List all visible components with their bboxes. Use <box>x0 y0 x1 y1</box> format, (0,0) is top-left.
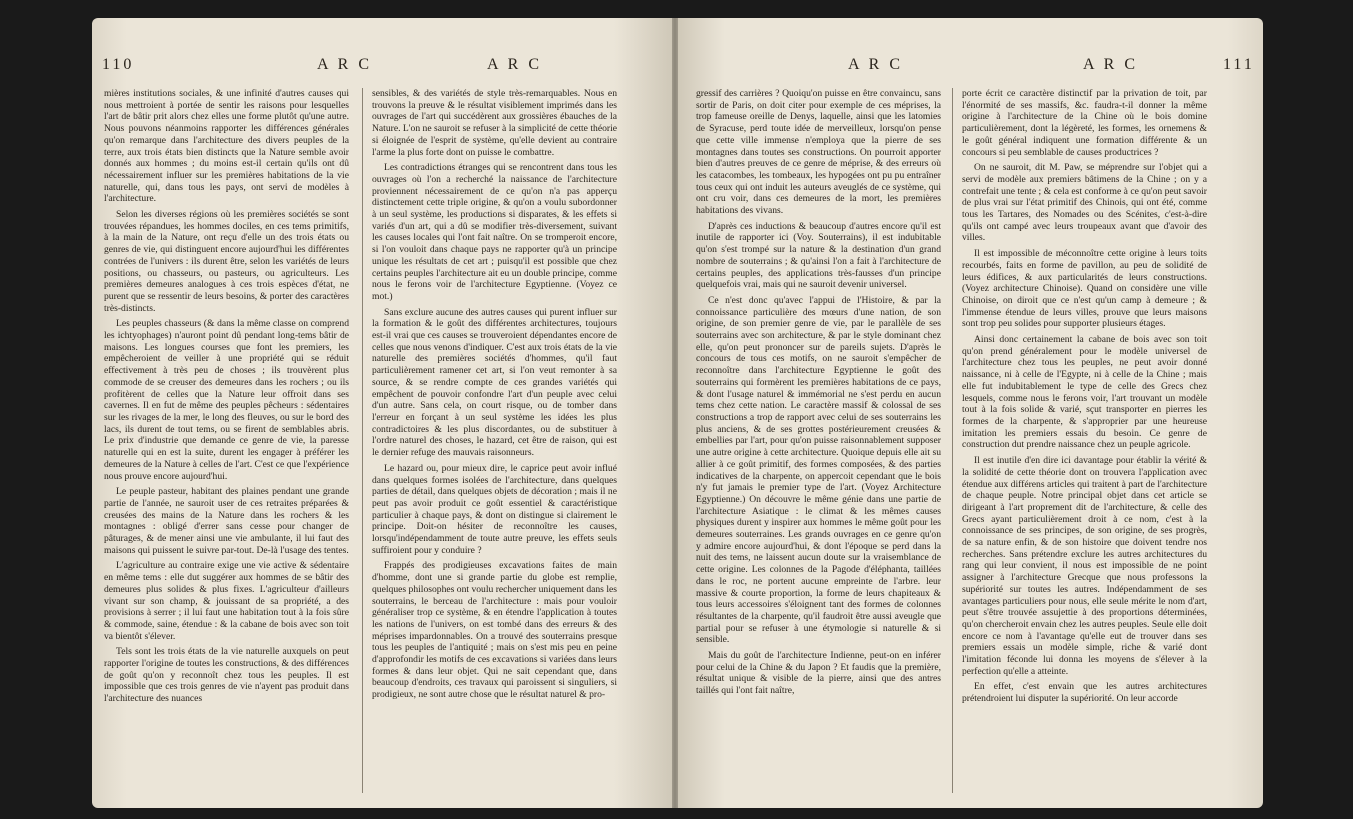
paragraph: Selon les diverses régions où les premières sociétés se sont trouvées répandues, les hommes dociles, en ces tems primitifs, à la main de la Nature, ont reçu d'elle un des trois états ou genres de vie, qui distinguent encore aujourd'hui les différentes contrées de l'univers : ils durent être, selon les variétés de leurs positions, ou chasseurs, ou pasteurs, ou agriculteurs. Les premières demeures analogues à ces trois espèces d'état, ne purent que se ressentir de leurs besoins, & porter des caractères très-distincts. <box>104 209 349 314</box>
paragraph: On ne sauroit, dit M. Paw, se méprendre sur l'objet qui a servi de modèle aux premiers bâtimens de la Chine ; on y a contrefait une tente ; & cela est conforme à ce qu'on peut savoir de plus vrai sur l'état primitif des Chinois, qui ont été, comme tous les Tartares, des Nomades ou des Scénites, c'est-à-dire qu'ils ont campé avec leurs troupeaux avant que d'avoir des villes. <box>962 162 1207 244</box>
paragraph: Mais du goût de l'architecture Indienne, peut-on en inférer pour celui de la Chine & du Japon ? Et faudis que la première, résultat unique & visible de la pierre, ainsi que des antres taillés qui l'ont fait naître, <box>696 650 941 697</box>
paragraph: Sans exclure aucune des autres causes qui purent influer sur la formation & le goût des différentes architectures, toujours est-il vrai que ces causes se trouveroient dépendantes encore de celles que nous venons d'indiquer. C'est aux trois états de la vie naturelle des premières sociétés d'hommes, qu'il faut particulièrement ramener cet art, si l'on veut remonter à sa source, & se rendre compte de ces grandes variétés qui empêchent de pouvoir confondre l'art d'un peuple avec celui d'un autre. Sans cela, on court risque, ou de tomber dans l'erreur en forçant à un seul système les idées les plus contradictoires & les plus discordantes, ou de substituer à l'ordre naturel des choses, le hazard, cet être de raison, qui est le dernier refuge des mauvais raisonneurs. <box>372 306 617 459</box>
right-column-2 <box>962 88 1207 798</box>
paragraph: Ce n'est donc qu'avec l'appui de l'Histoire, & par la connoissance particulière des mœurs d'une nation, de son origine, de son premier genre de vie, par le parallèle de ses souterrains avec son architecture, & par le style dominant chez elle, qu'on peut prononcer sur de pareils sujets. D'après le concours de tous ces motifs, on ne sauroit s'empêcher de reconnoître dans l'architecture Egyptienne le goût des souterrains qui formèrent les premières habitations de ce pays, & dont l'usage naturel & immémorial ne s'est perdu en aucun tems chez cette nation. Le caractère massif & colossal de ses constructions a trop de rapport avec celui de ses souterrains les plus anciens, & de ses grottes postérieurement creusées & embellies par l'art, pour qu'on puisse raisonnablement supposer une autre origine à cette architecture. Quoique depuis elle ait su allier à ce goût primitif, des formes composées, & des parties indicatives de la charpente, on appercoit cependant que le bois n'y fut jamais le premier type de l'art. (Voyez Architecture Egyptienne.) On découvre le même génie dans une partie de l'architecture Asiatique : le climat & les mêmes causes physiques durent y inspirer aux hommes le même goût pour les demeures souterraines. Les grands ouvrages en ce genre qu'on y admire encore aujourd'hui, & dont l'époque se perd dans la nuit des tems, ne laissent aucun doute sur la vraisemblance de cette origine. Les colonnes de la Pagode d'éléphanta, taillées dans le roc, ne portent aucune empreinte de l'arbre. leur massive & courte proportion, la forme de leurs chapiteaux & tous leurs accessoires s'éloignent tant des formes de colonnes résultantes de la charpente, qu'il faudroit être aussi aveugle que partial pour se refuser à une étymologie si naturelle & si sensible. <box>696 294 941 646</box>
paragraph: sensibles, & des variétés de style très-remarquables. Nous en trouvons la preuve & le résultat visiblement imprimés dans les ouvrages de l'art qui succédèrent aux grossières ébauches de la Nature. L'on ne sauroit se refuser à la simplicité de cette théorie si éloignée de l'esprit de système, qu'elle devient au contraire l'arme la plus forte dont on puisse le combattre. <box>372 88 617 158</box>
paragraph: Il est impossible de méconnoître cette origine à leurs toits recourbés, faits en forme de pavillon, au peu de solidité de leurs édifices, & aux particularités de leurs constructions. (Voyez architecture Chinoise). Quand on considère une ville Chinoise, on diroit que ce n'est qu'un camp à demeure ; & l'immense étendue de leurs villes, prouve que leurs maisons sont trop peu solides pour supporter plusieurs étages. <box>962 248 1207 330</box>
left-page-number: 110 <box>102 56 135 73</box>
paragraph: Le peuple pasteur, habitant des plaines pendant une grande partie de l'année, ne sauroit user de ces retraites préparées & creusées des mains de la Nature dans les rochers & les montagnes : obligé d'errer sans cesse pour changer de pâturages, & de mener ainsi une vie ambulante, il lui faut des maisons qui puissent le suivre par-tout. De-là l'usage des tentes. <box>104 486 349 556</box>
right-column-1 <box>696 88 941 798</box>
right-head-word-1: A R C <box>848 56 904 73</box>
column-divider <box>362 88 363 793</box>
paragraph: En effet, c'est envain que les autres architectures prétendroient lui disputer la supériorité. On leur accorde <box>962 681 1207 705</box>
left-column-2 <box>372 88 617 798</box>
paragraph: Les peuples chasseurs (& dans la même classe on comprend les ichtyophages) n'auront point dû pendant long-tems bâtir de maisons. Les longues courses que font les premiers, les empêcheroient de veiller à une propriété qui se réduit effectivement à très peu de choses ; ils trouvèrent plus commode de se creuser des demeures dans les rochers ; ou ils profitèrent de celles que la Nature leur offroit dans ses cavernes. Il en fut de même des peuples pêcheurs : sédentaires sur les rivages de la mer, le long des fleuves, ou sur le bord des lacs, ils durent de tout tems, ou se firent de semblables abris. Le prix d'industrie que demande ce genre de vie, la paresse naturelle qui en est la suite, durent les engager à préférer les demeures de la Nature à celles de l'art. C'est ce que l'expérience nous prouve encore aujourd'hui. <box>104 318 349 482</box>
column-divider <box>952 88 953 793</box>
left-running-head <box>92 56 672 78</box>
paragraph: mières institutions sociales, & une infinité d'autres causes qui nous mettroient à portée de sentir les raisons pour lesquelles l'art de bâtir prit alors chez elles une forme plutôt qu'une autre. Nous pouvons néanmoins rapporter les différences générales qu'on remarque dans l'architecture des divers peuples de la terre, aux trois états bien distincts que la Nature semble avoir donnés aux hommes ; du moins est-il certain qu'ils ont dû nécessairement influer sur les premières habitations de la vie naturelle, qui, dans tous les pays, ont servi de modèles à l'architecture. <box>104 88 349 205</box>
paragraph: Ainsi donc certainement la cabane de bois avec son toit qu'on prend généralement pour le modèle universel de l'architecture chez tous les peuples, ne peut avoir donné naissance, ni à celle de l'Egypte, ni à celle de la Chine ; mais elle fut indubitablement le type de celle des Grecs chez lesquels, comme nous le ferons voir, l'art trouvant un modèle tout à la fois solide & varié, sçut transporter en pierres les formes de la charpente, & s'approprier par une heureuse imitation les premiers essais du besoin. Ce genre de construction dut prendre naissance chez un peuple agricole. <box>962 334 1207 451</box>
paragraph: Frappés des prodigieuses excavations faites de main d'homme, dont une si grande partie du globe est remplie, quelques philosophes ont voulu rechercher uniquement dans les souterrains, le berceau de l'architecture : mais pour vouloir généraliser trop ce système, & en étendre l'application à toutes les nations de l'univers, on est tombé dans des erreurs & des méprises impardonnables. On a trouvé des souterrains presque tous les peuples de l'antiquité ; mais on s'est mis peu en peine d'approfondir les motifs de ces excavations si variées dans leurs formes & dans leur objet. Qui ne sait cependant que, dans beaucoup d'endroits, ces travaux qui paroissent si singuliers, si prodigieux, ne sont autre chose que le résultat naturel & pro- <box>372 560 617 701</box>
right-running-head <box>678 56 1263 78</box>
paragraph: L'agriculture au contraire exige une vie active & sédentaire en même tems : elle dut suggérer aux hommes de se bâtir des demeures plus solides & plus fixes. L'agriculteur d'ailleurs vivant sur son champ, & jouissant de sa propriété, a des provisions à serrer ; il lui faut une habitation tout à la fois sûre & commode, saine, étendue : & la cabane de bois avec son toit va bientôt s'élever. <box>104 560 349 642</box>
paragraph: Il est inutile d'en dire ici davantage pour établir la vérité & la solidité de cette théorie dont on trouvera l'application avec étendue aux différens articles qui traitent à part de l'architecture de chaque peuple. Notre principal objet dans cet article se dirigeant à l'art proprement dit de l'architecture, & celle des Grecs ayant particulièrement droit à ce nom, c'est à la connoissance de ses principes, de son origine, de ses progrès, de sa nature enfin, & de son histoire que doivent tendre nos recherches. Sans prétendre exclure les autres architectures du rang qui leur convient, il nous est impossible de ne point assigner à l'architecture Grecque que nous professons la supériorité sur toutes les autres. Indépendamment de ses avantages particuliers pour nous, elle seule mérite le nom d'art, peut s'être trouvée assujettie à des proportions déterminées, qu'on chercheroit envain chez les autres peuples. Seule elle doit encore ce nom à l'avantage qu'elle eut de trouver dans ses premiers essais un modèle simple, riche & varié dont l'imitation féconde lui donna les moyens de s'élever à la perfection qu'elle a atteinte. <box>962 455 1207 677</box>
paragraph: Tels sont les trois états de la vie naturelle auxquels on peut rapporter l'origine de toutes les constructions, & des différences de goût qu'on y reconnoît chez tous les peuples. Il est impossible que ces trois genres de vie n'ayent pas produit dans l'architecture des nuances <box>104 646 349 705</box>
paragraph: Le hazard ou, pour mieux dire, le caprice peut avoir influé dans quelques formes isolées de l'architecture, dans quelques parties de détail, dans quelques objets de décoration ; mais il ne peut pas avoir produit ce goût essentiel & caractéristique particulier à chaque pays, & dont on distingue si clairement le principe. Doit-on hésiter de reconnoître les causes, lorsqu'indépendamment de toute autre preuve, les effets seuls suffiroient pour y conduire ? <box>372 462 617 556</box>
right-page-number: 111 <box>1223 56 1255 73</box>
left-head-word-1: A R C <box>317 56 373 73</box>
left-column-1 <box>104 88 349 798</box>
right-head-word-2: A R C <box>1083 56 1139 73</box>
paragraph: Les contradictions étranges qui se rencontrent dans tous les ouvrages où l'on a recherché la naissance de l'architecture proviennent nécessairement de ce qu'on n'a pas apperçu distinctement cette triple origine, & qu'on a voulu subordonner à un seul système, les productions si disparates, & les effets si variés d'un art, qui a dû se modifier très-diversement, suivant les causes locales qui l'ont fait naître. On se tromperoit encore, si l'on vouloit dans chaque pays ne rapporter qu'à un principe unique les résultats de cet art ; puisqu'il est possible que chez certains peuples l'architecture ait eu un double principe, comme nous le ferons voir de l'architecture Egyptienne. (Voyez ce mot.) <box>372 162 617 302</box>
right-page <box>678 18 1263 808</box>
left-page <box>92 18 672 808</box>
left-head-word-2: A R C <box>487 56 543 73</box>
paragraph: D'après ces inductions & beaucoup d'autres encore qu'il est inutile de rapporter ici (Voy. Souterrains), il est indubitable qu'on s'est trompé sur la nature & la destination d'un grand nombre de souterrains ; & qu'ainsi l'on a fait à l'architecture de certains peuples, des applications très-fausses d'un principe quelquefois vrai, mais qui ne sauroit devenir universel. <box>696 220 941 291</box>
paragraph: gressif des carrières ? Quoiqu'on puisse en être convaincu, sans sortir de Paris, on doit citer pour exemple de ces méprises, la trop fameuse oreille de Denys, laquelle, ainsi que les latomies de Syracuse, perd toute idée de merveilleux, lorsqu'on pense que cette ville immense n'employa que la pierre de ses montagnes dans toutes ses constructions. On pourroit apporter bien d'autres preuves de ce genre de méprise, & des erreurs où les catacombes, les tombeaux, les hypogées ont pu pu entraîner tous ceux qui ont induit les auteurs aveuglés de ce système, qui ont cru voir, dans ces demeures de la mort, les premières habitations des vivans. <box>696 88 941 217</box>
paragraph: porte écrit ce caractère distinctif par la privation de toit, par l'énormité de ses massifs, &c. faudra-t-il donner la même origine à l'architecture de la Chine où le bois domine particulièrement, dont la légèreté, les formes, les ornemens & le goût général indiquent une formation différente & un concours si peu semblable de causes productrices ? <box>962 88 1207 158</box>
